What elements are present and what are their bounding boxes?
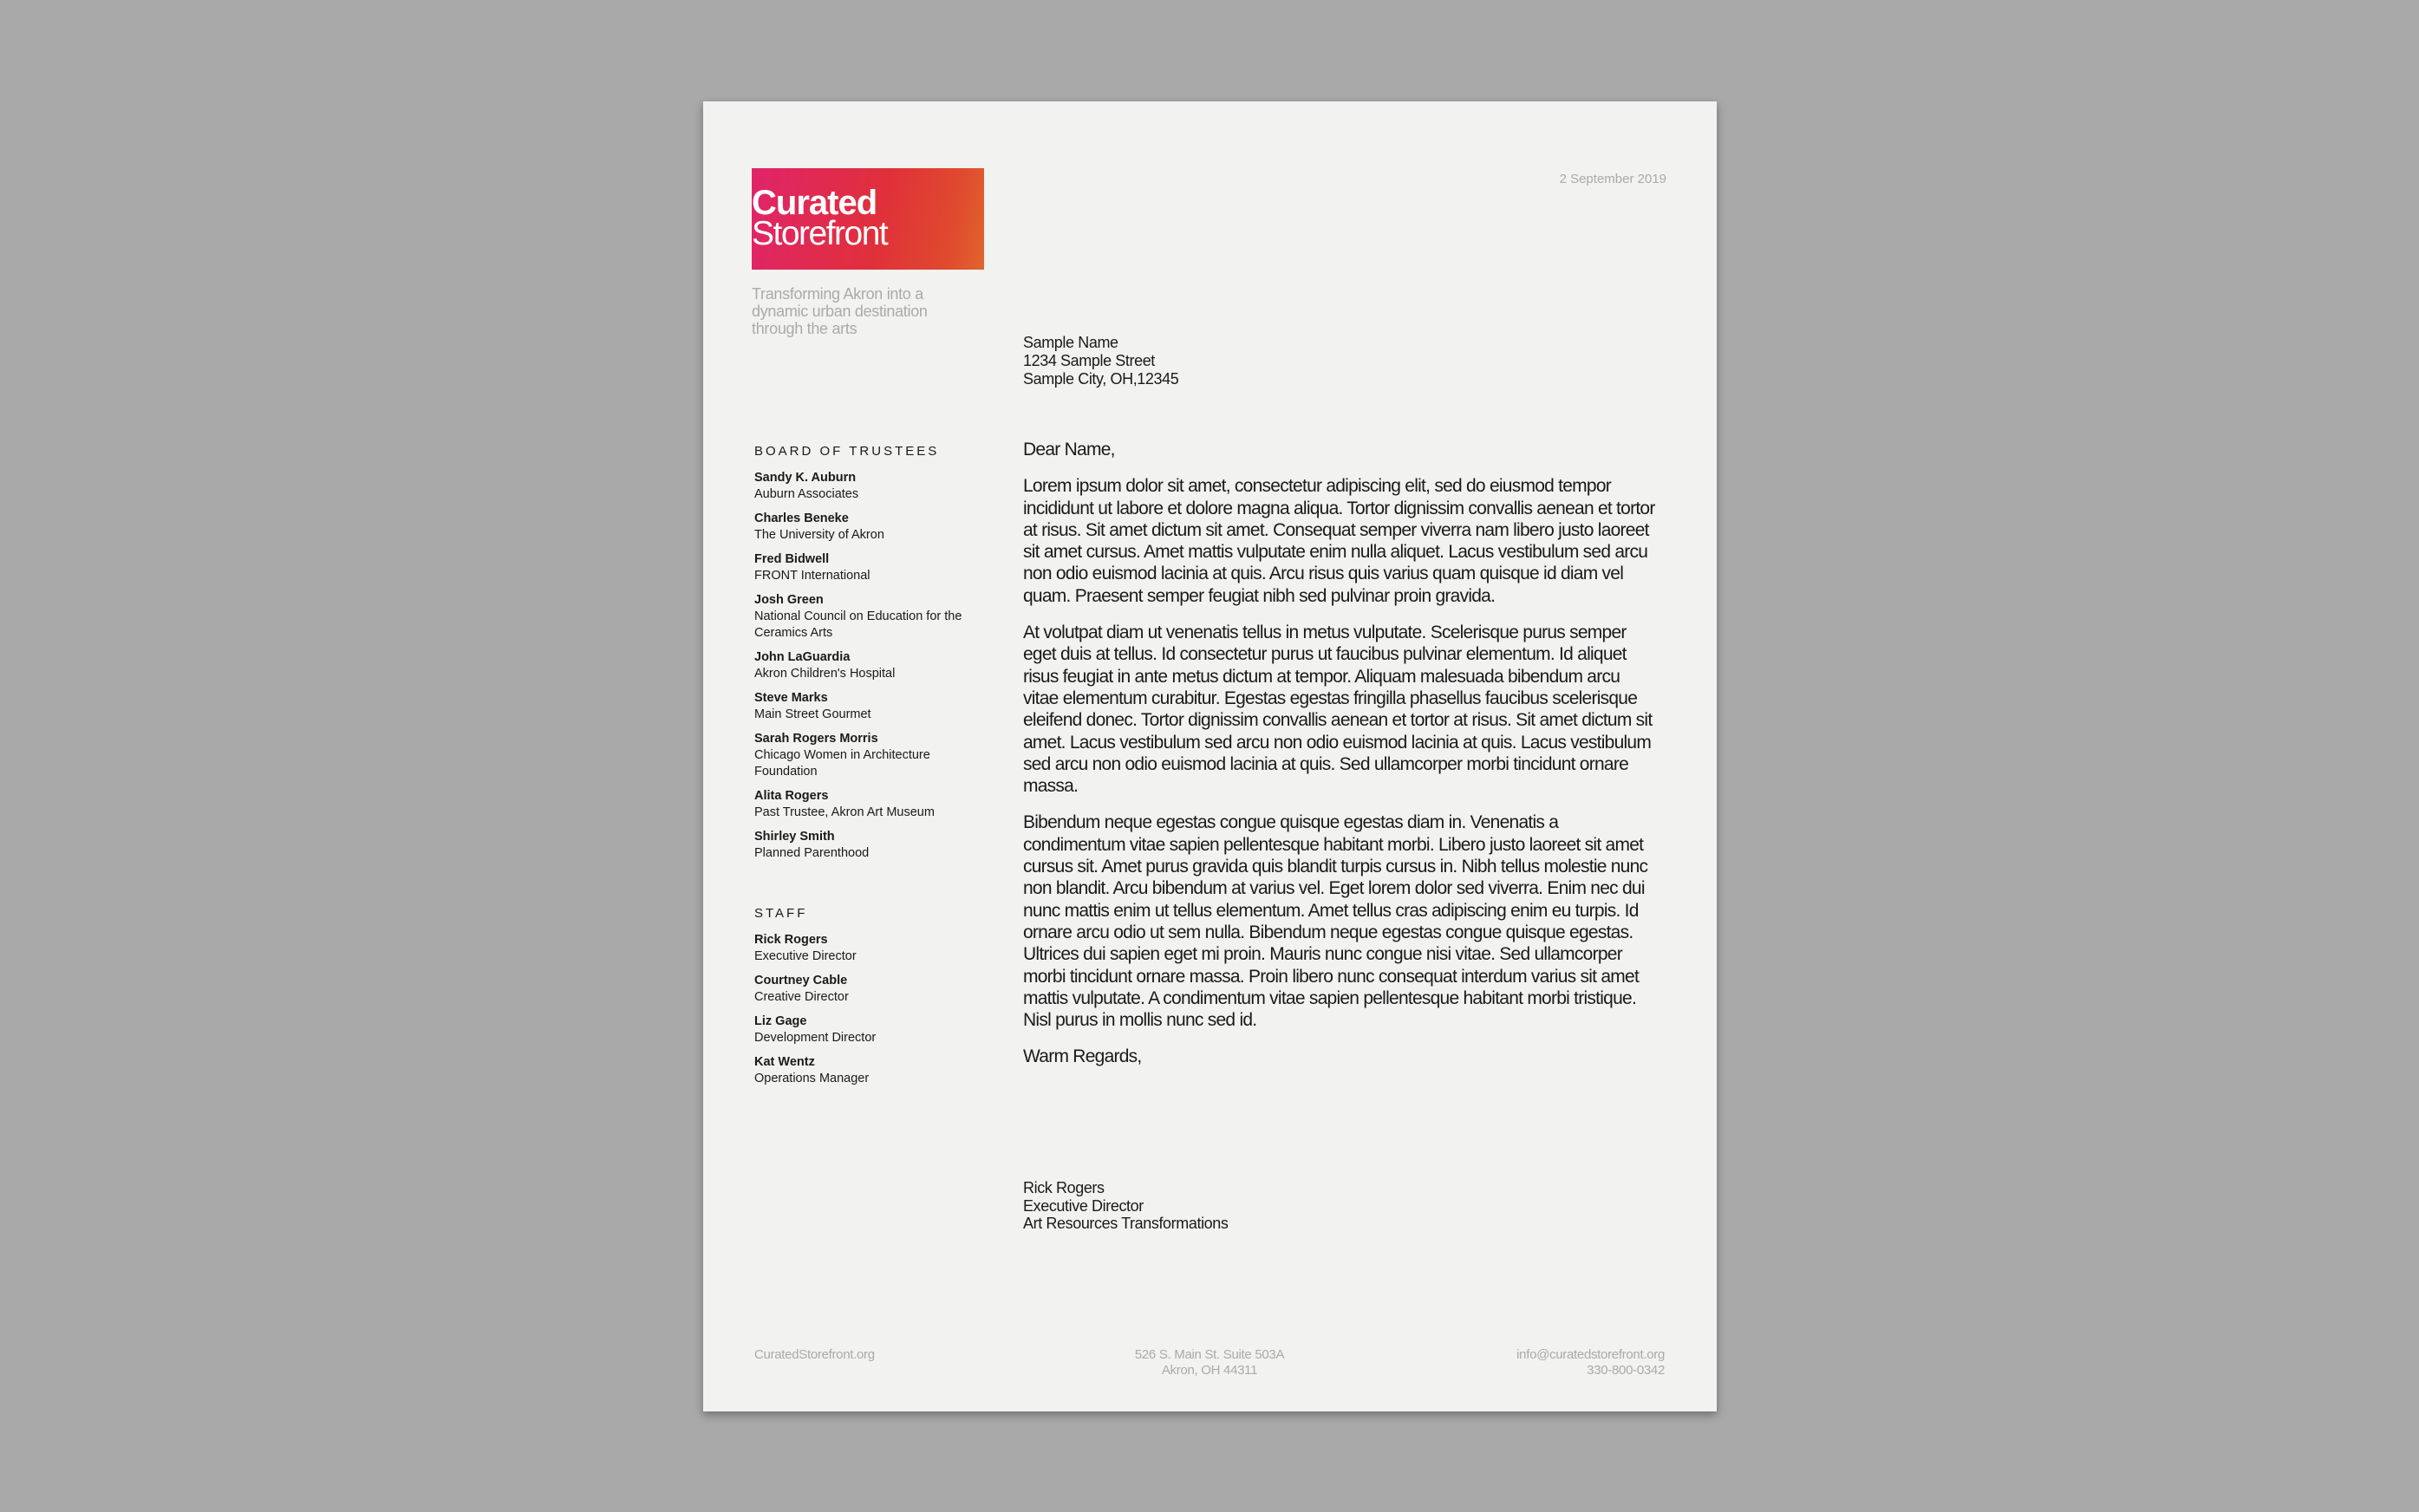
person-affiliation: Past Trustee, Akron Art Museum — [754, 805, 935, 819]
person-name: Shirley Smith — [754, 830, 835, 844]
recipient-city: Sample City, OH,12345 — [1023, 370, 1179, 388]
body-paragraph: At volutpat diam ut venenatis tellus in metus vulputate. Scelerisque purus semper eget duis at tellus. Id consectetur purus ut faucibus pulvinar elementum. Id aliquet risus feugiat in ante metus dictum at tempor. Aliquam malesuada bibendum arcu vitae elementum curabitur. Egestas egestas fringilla phasellus faucibus scelerisque eleifend donec. Tortor dignissim convallis aenean et tortor at risus. Sit amet dictum sit amet. Lacus vestibulum sed arcu non odio euismod lacinia at quis. Lacus vestibulum sed arcu non odio euismod lacinia at quis. Sed ullamcorper morbi tincidunt ornare massa. — [1023, 622, 1653, 797]
recipient-name: Sample Name — [1023, 334, 1118, 351]
trustee-entry — [754, 690, 962, 723]
person-name: Charles Beneke — [754, 512, 849, 525]
trustee-entry — [754, 551, 962, 584]
person-affiliation: Main Street Gourmet — [754, 707, 871, 721]
footer-contact — [1516, 1347, 1665, 1378]
person-name: Sarah Rogers Morris — [754, 732, 878, 746]
staff-entry — [754, 973, 962, 1006]
person-name: Courtney Cable — [754, 974, 848, 987]
person-name: John LaGuardia — [754, 650, 851, 664]
letter-date: 2 September 2019 — [1559, 172, 1666, 186]
closing: Warm Regards, — [1023, 1046, 1142, 1067]
staff-heading: STAFF — [754, 906, 808, 921]
person-name: Fred Bidwell — [754, 552, 830, 566]
footer-phone: 330-800-0342 — [1587, 1363, 1665, 1378]
trustee-entry — [754, 731, 962, 780]
person-name: Rick Rogers — [754, 933, 828, 947]
person-name: Alita Rogers — [754, 789, 829, 803]
recipient-street: 1234 Sample Street — [1023, 352, 1155, 369]
body-paragraph: Bibendum neque egestas congue quisque egestas diam in. Venenatis a condimentum vitae sapien pellentesque habitant morbi. Libero justo laoreet sit amet cursus sit. Amet purus gravida quis blandit turpis cursus in. Nibh tellus molestie nunc non blandit. Arcu bibendum at varius vel. Eget lorem dolor sed viverra. Enim nec dui nunc mattis enim ut tellus elementum. Amet tellus cras adipiscing enim eu turpis. Id ornare arcu odio ut sem nulla. Bibendum neque egestas congue quisque egestas. Ultrices dui sapien eget mi proin. Mauris nunc congue nisi vitae. Sed ullamcorper morbi tincidunt ornare massa. Proin libero nunc consequat interdum varius sit amet mattis vulputate. A condimentum vitae sapien pellentesque habitant morbi tristique. Nisl purus in mollis nunc sed id. — [1023, 812, 1648, 1031]
staff-entry — [754, 932, 962, 965]
footer-address-line: Akron, OH 44311 — [1161, 1363, 1258, 1378]
recipient-address — [1023, 334, 1178, 388]
footer-email: info@curatedstorefront.org — [1516, 1347, 1665, 1362]
person-title: Development Director — [754, 1031, 877, 1045]
person-affiliation: Akron Children's Hospital — [754, 667, 896, 681]
trustee-entry — [754, 829, 962, 862]
trustee-entry — [754, 649, 962, 682]
person-name: Liz Gage — [754, 1014, 807, 1028]
trustee-entry — [754, 470, 962, 503]
person-name: Steve Marks — [754, 691, 828, 705]
person-affiliation: Planned Parenthood — [754, 846, 870, 860]
logo-line-2: Storefront — [752, 215, 888, 252]
curated-storefront-logo — [752, 168, 984, 270]
trustee-entry — [754, 592, 962, 642]
salutation: Dear Name, — [1023, 440, 1115, 459]
staff-entry — [754, 1054, 962, 1087]
trustee-entry — [754, 788, 962, 821]
person-title: Operations Manager — [754, 1072, 870, 1085]
footer-address — [1123, 1347, 1296, 1378]
person-title: Creative Director — [754, 990, 849, 1004]
person-affiliation: National Council on Education for the Ceramics Arts — [754, 609, 962, 640]
tagline: Transforming Akron into a dynamic urban destination through the arts — [752, 285, 928, 337]
board-heading: BOARD OF TRUSTEES — [754, 444, 940, 459]
signer-org: Art Resources Transformations — [1023, 1215, 1229, 1232]
logo-line-1: Curated — [752, 184, 877, 222]
person-affiliation: Chicago Women in Architecture Foundation — [754, 748, 930, 779]
body-paragraph: Lorem ipsum dolor sit amet, consectetur adipiscing elit, sed do eiusmod tempor incididunt ut labore et dolore magna aliqua. Tortor dignissim convallis aenean et tortor at risus. Sit amet dictum sit amet. Consequat semper viverra nam libero justo laoreet sit amet cursus. Amet mattis vulputate enim nulla aliquet. Lacus vestibulum sed arcu non odio euismod lacinia at quis. Arcu risus quis varius quam quisque id diam vel quam. Praesent semper feugiat nibh sed pulvinar proin gravida. — [1023, 476, 1655, 606]
footer-address-line: 526 S. Main St. Suite 503A — [1134, 1347, 1285, 1362]
person-name: Sandy K. Auburn — [754, 471, 857, 485]
signer-title: Executive Director — [1023, 1196, 1144, 1215]
footer-website: CuratedStorefront.org — [754, 1347, 875, 1362]
staff-list — [754, 906, 962, 1095]
board-of-trustees — [754, 444, 962, 870]
staff-entry — [754, 1013, 962, 1046]
signature-block — [1023, 1179, 1229, 1233]
person-affiliation: FRONT International — [754, 569, 870, 583]
letterhead-page — [703, 101, 1717, 1411]
person-name: Josh Green — [754, 593, 824, 607]
trustee-entry — [754, 511, 962, 544]
person-affiliation: Auburn Associates — [754, 487, 859, 501]
signer-name: Rick Rogers — [1023, 1179, 1105, 1196]
person-name: Kat Wentz — [754, 1055, 815, 1069]
person-affiliation: The University of Akron — [754, 528, 884, 542]
person-title: Executive Director — [754, 949, 857, 963]
letter-body — [1023, 439, 1656, 1083]
